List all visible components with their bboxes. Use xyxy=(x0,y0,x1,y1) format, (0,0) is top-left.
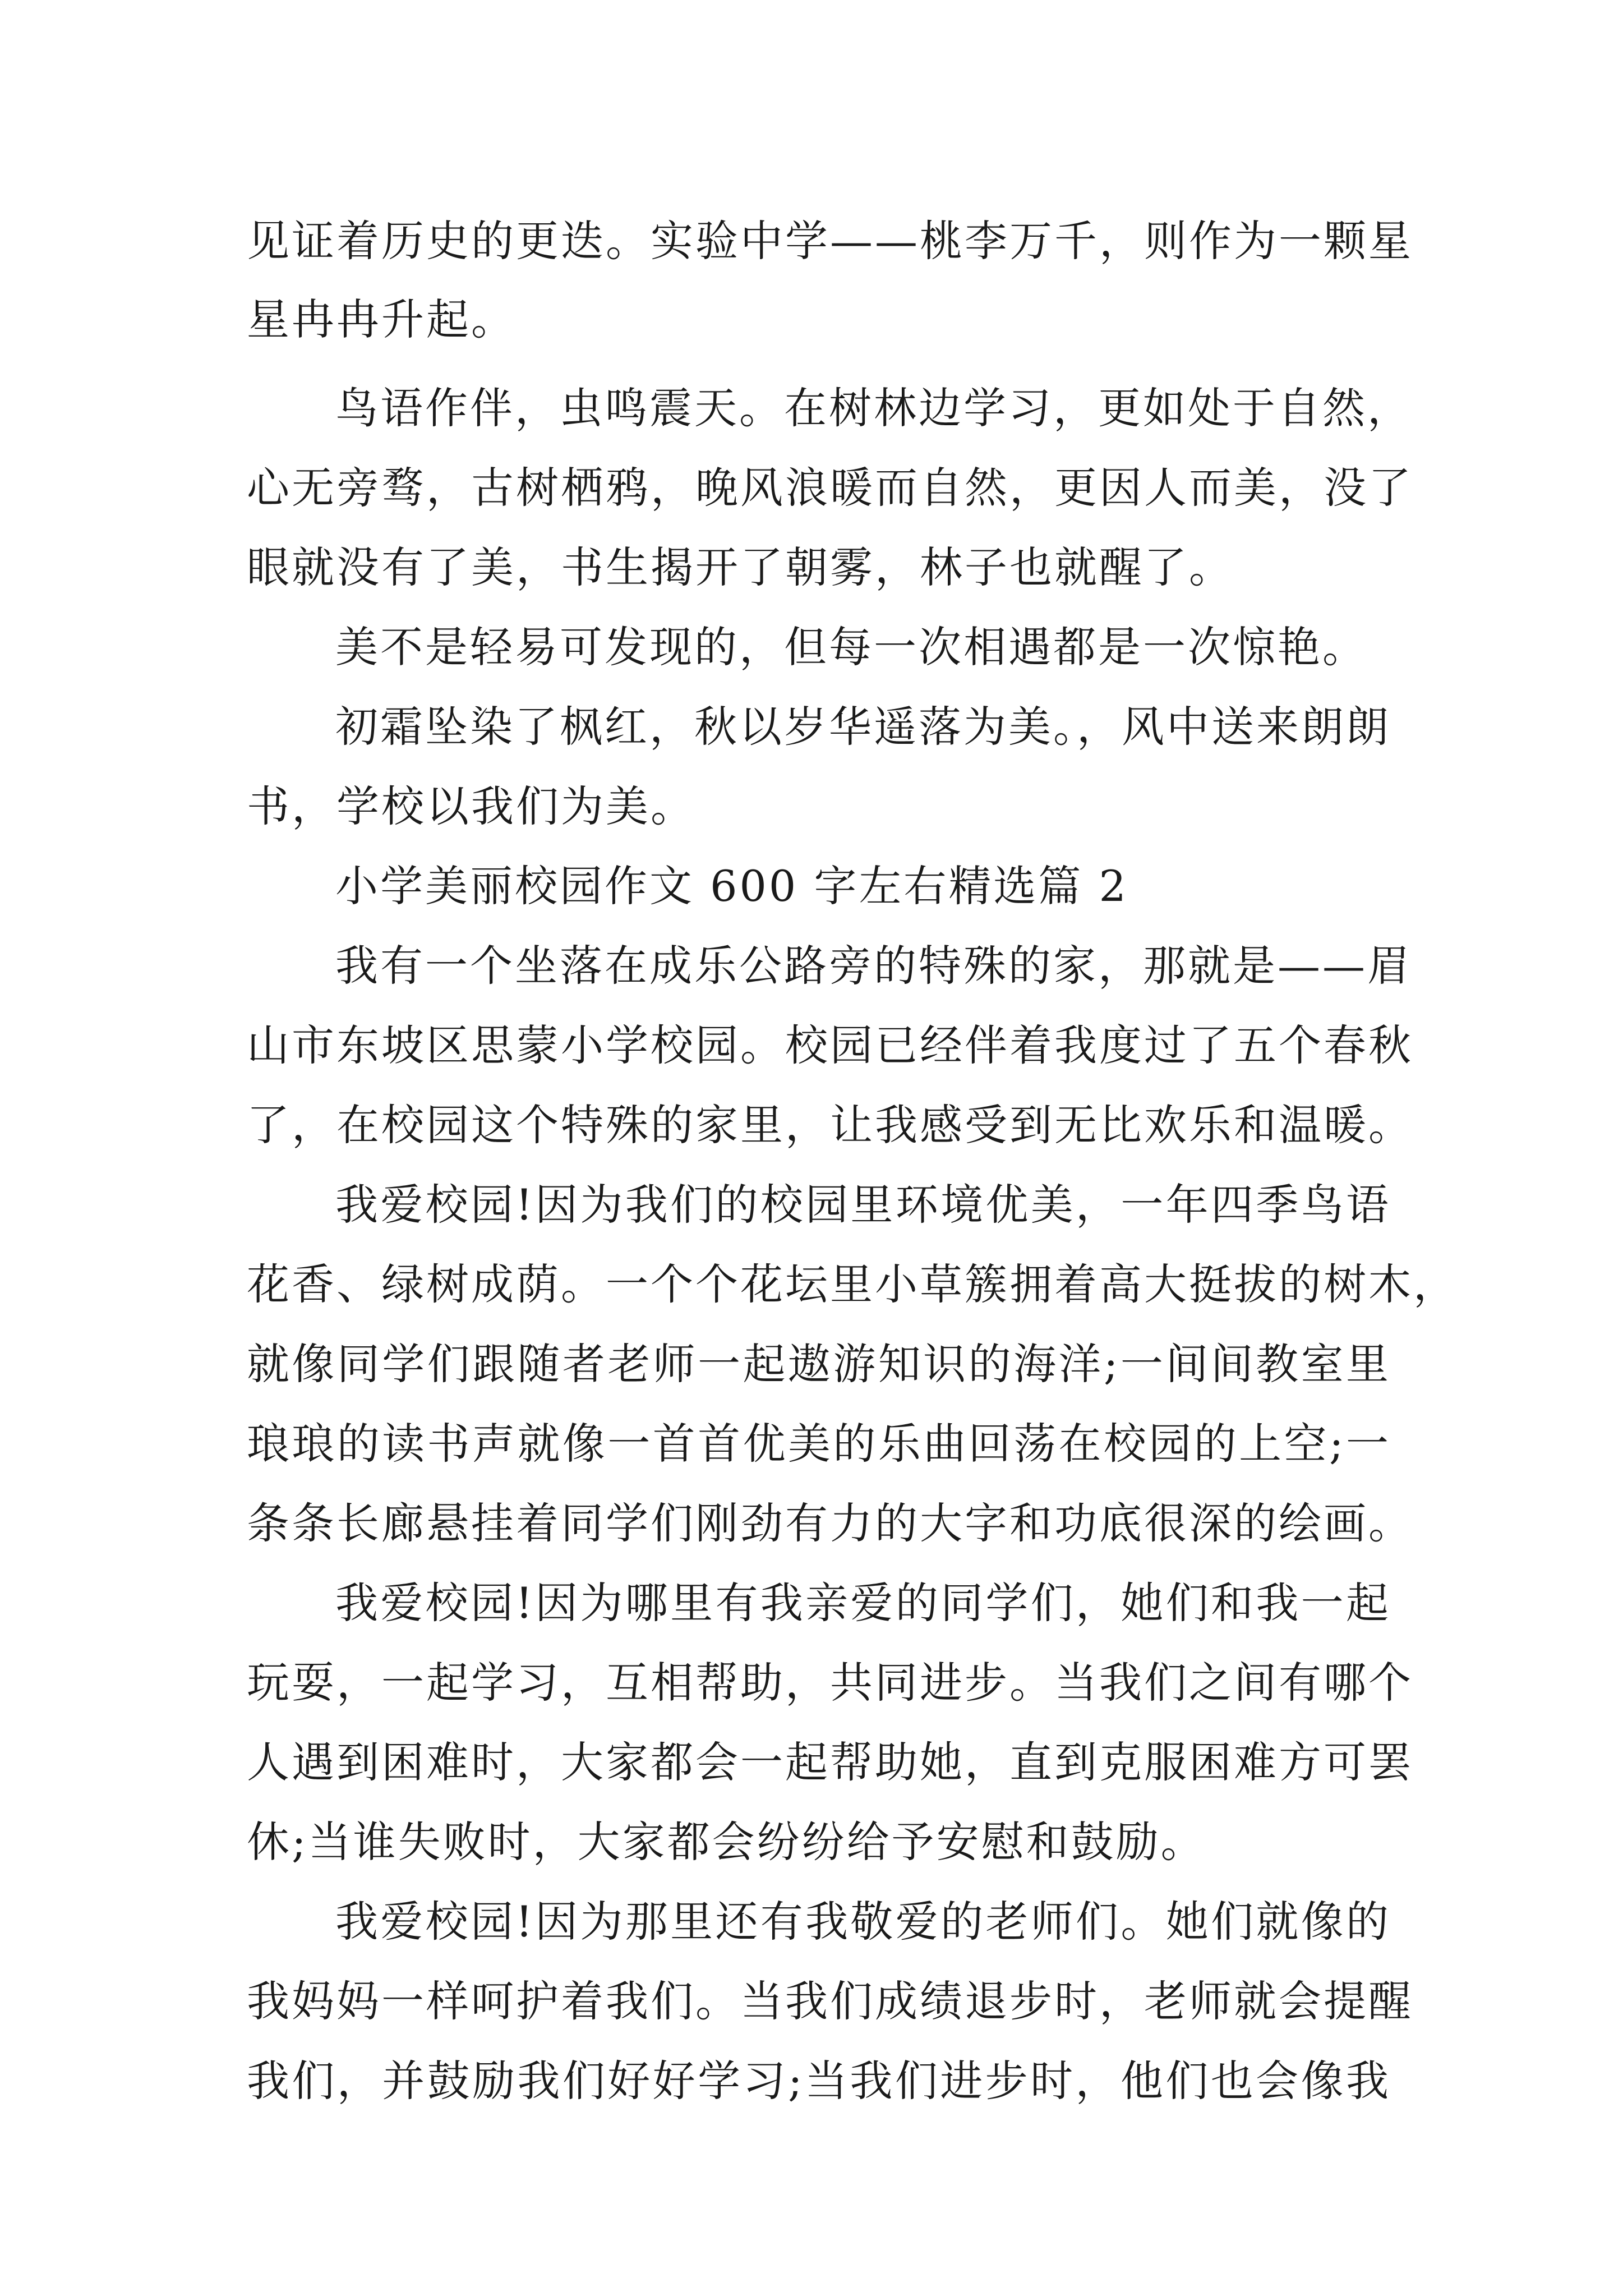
text-line-2: 星冉冉升起。 xyxy=(247,295,516,344)
text-line-14: 花香、绿树成荫。一个个花坛里小草簇拥着高大挺拔的树木， xyxy=(247,1259,1458,1309)
text-line-3: 鸟语作伴，虫鸣震天。在树林边学习，更如处于自然， xyxy=(335,383,1412,433)
text-line-1: 见证着历史的更迭。实验中学——桃李万千，则作为一颗星 xyxy=(247,216,1413,266)
text-line-17: 条条长廊悬挂着同学们刚劲有力的大字和功底很深的绘画。 xyxy=(247,1498,1413,1548)
text-line-12: 了，在校园这个特殊的家里，让我感受到无比欢乐和温暖。 xyxy=(247,1100,1413,1150)
text-line-4: 心无旁骛，古树栖鸦，晚风浪暖而自然，更因人而美，没了 xyxy=(247,463,1413,513)
text-line-19: 玩耍，一起学习，互相帮助，共同进步。当我们之间有哪个 xyxy=(247,1658,1413,1708)
text-line-21: 休;当谁失败时，大家都会纷纷给予安慰和鼓励。 xyxy=(247,1817,1206,1867)
text-line-13: 我爱校园!因为我们的校园里环境优美，一年四季鸟语 xyxy=(335,1180,1391,1230)
text-line-20: 人遇到困难时，大家都会一起帮助她，直到克服困难方可罢 xyxy=(247,1737,1413,1787)
text-line-15: 就像同学们跟随者老师一起遨游知识的海洋;一间间教室里 xyxy=(247,1339,1391,1389)
text-line-22: 我爱校园!因为那里还有我敬爱的老师们。她们就像的 xyxy=(335,1897,1391,1947)
text-line-7: 初霜坠染了枫红，秋以岁华遥落为美。，风中送来朗朗 xyxy=(335,702,1391,752)
section-heading: 小学美丽校园作文 600 字左右精选篇 2 xyxy=(335,861,1128,911)
text-line-18: 我爱校园!因为哪里有我亲爱的同学们，她们和我一起 xyxy=(335,1578,1391,1628)
text-line-5: 眼就没有了美，书生揭开了朝雾，林子也就醒了。 xyxy=(247,542,1234,592)
text-line-8: 书，学校以我们为美。 xyxy=(247,781,695,831)
text-line-6: 美不是轻易可发现的，但每一次相遇都是一次惊艳。 xyxy=(335,622,1367,672)
text-line-16: 琅琅的读书声就像一首首优美的乐曲回荡在校园的上空;一 xyxy=(247,1419,1391,1469)
text-line-23: 我妈妈一样呵护着我们。当我们成绩退步时，老师就会提醒 xyxy=(247,1976,1413,2026)
text-line-24: 我们，并鼓励我们好好学习;当我们进步时，他们也会像我 xyxy=(247,2056,1391,2106)
text-line-10: 我有一个坐落在成乐公路旁的特殊的家，那就是——眉 xyxy=(335,941,1412,991)
text-line-11: 山市东坡区思蒙小学校园。校园已经伴着我度过了五个春秋 xyxy=(247,1020,1413,1070)
